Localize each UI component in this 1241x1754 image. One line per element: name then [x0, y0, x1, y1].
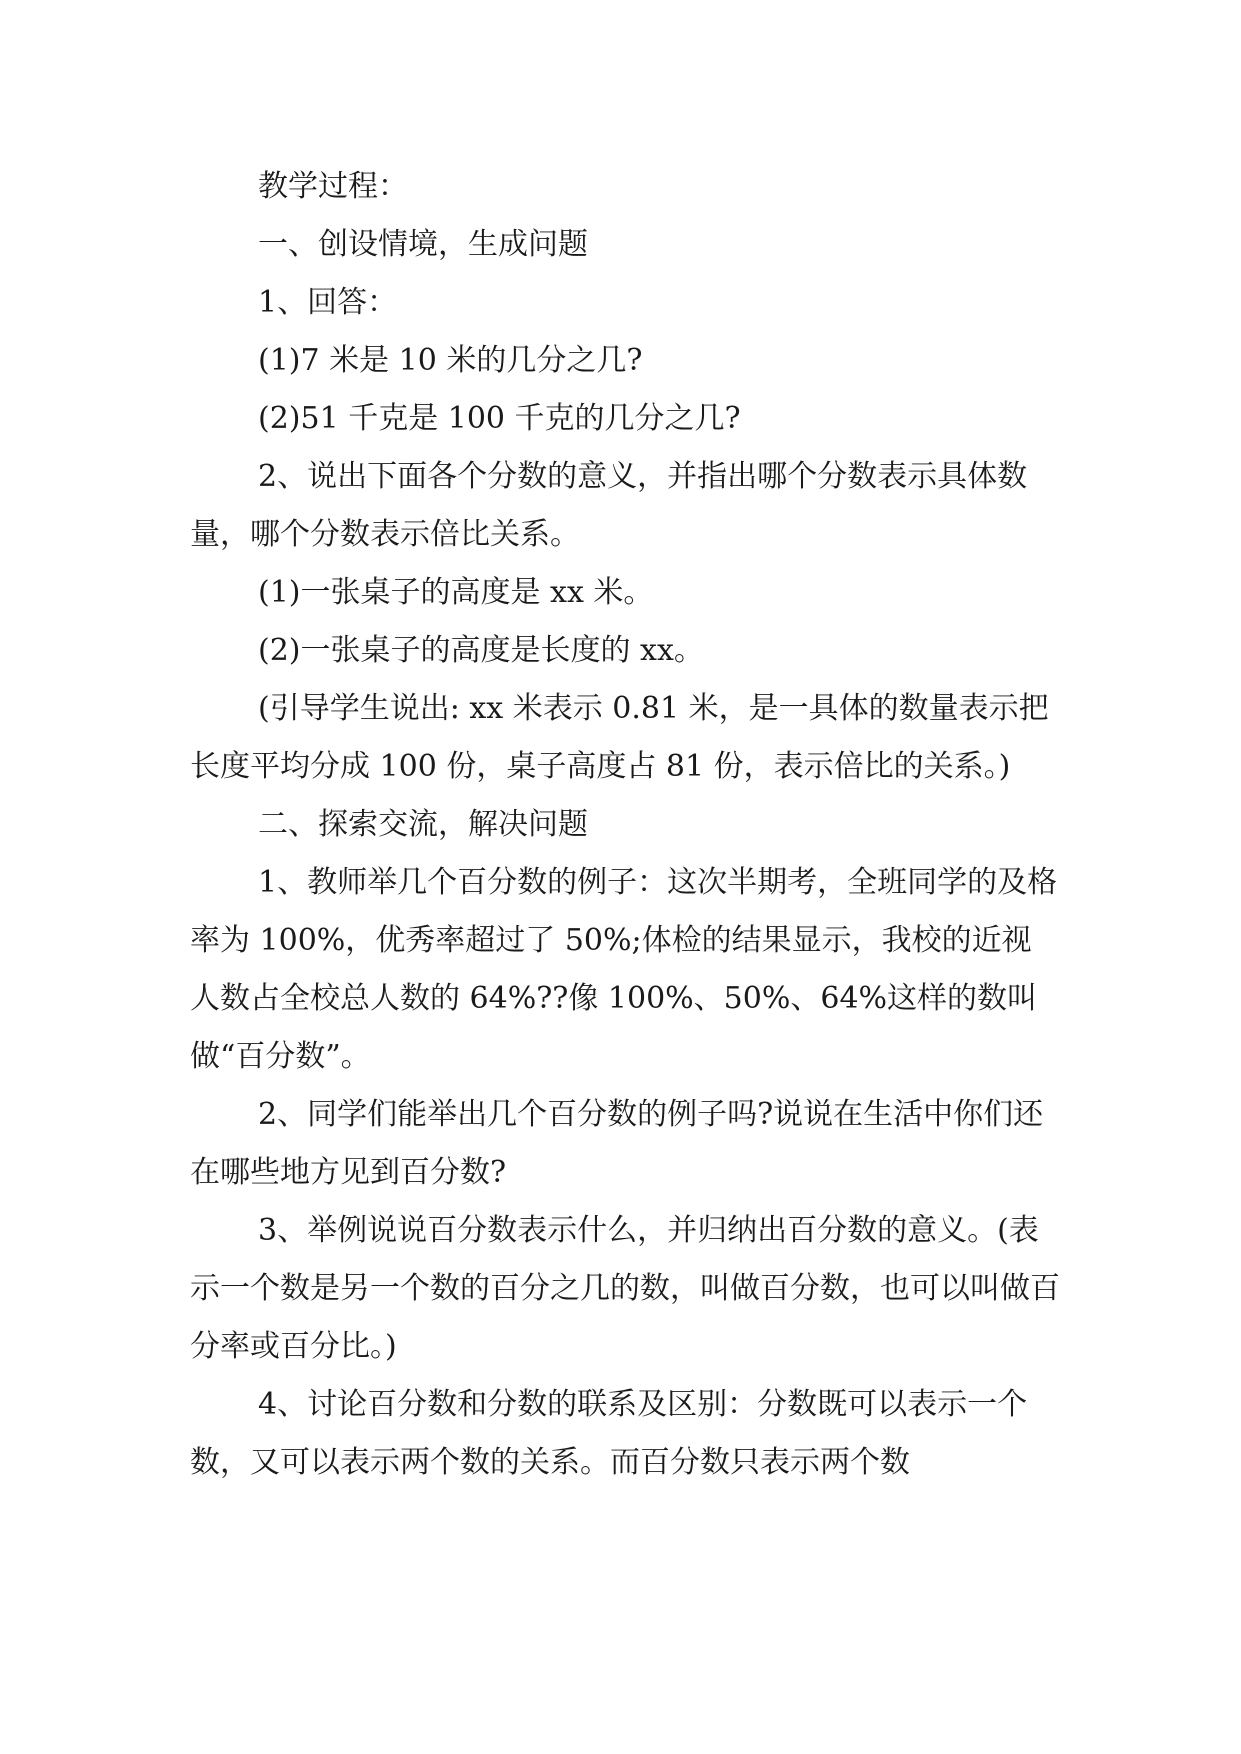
item-percent-meaning: 3、举例说说百分数表示什么，并归纳出百分数的意义。(表示一个数是另一个数的百分之几的数，叫做百分数，也可以叫做百分率或百分比。)	[190, 1213, 1060, 1364]
item-discussion: 4、讨论百分数和分数的联系及区别：分数既可以表示一个数，又可以表示两个数的关系。而百分数只表示两个数	[190, 1387, 1028, 1480]
item-fraction-meaning: 2、说出下面各个分数的意义，并指出哪个分数表示具体数量，哪个分数表示倍比关系。	[190, 459, 1028, 552]
heading-teaching-process: 教学过程：	[258, 169, 408, 204]
item-answer: 1、回答：	[258, 285, 398, 320]
item-student-examples: 2、同学们能举出几个百分数的例子吗?说说在生活中你们还在哪些地方见到百分数?	[190, 1097, 1044, 1190]
section-heading-2: 二、探索交流，解决问题	[258, 807, 588, 842]
section-heading-1: 一、创设情境，生成问题	[258, 227, 588, 262]
question-2: (2)51 千克是 100 千克的几分之几?	[258, 401, 741, 436]
question-1: (1)7 米是 10 米的几分之几?	[258, 343, 643, 378]
document-body	[190, 158, 1060, 1492]
item-teacher-examples: 1、教师举几个百分数的例子：这次半期考，全班同学的及格率为 100%，优秀率超过了 50%;体检的结果显示，我校的近视人数占全校总人数的 64%??像 100%、50%、64%这样的数叫做“百分数”。	[190, 865, 1058, 1074]
fraction-example-1: (1)一张桌子的高度是 xx 米。	[258, 575, 654, 610]
guidance-note: (引导学生说出: xx 米表示 0.81 米，是一具体的数量表示把长度平均分成 100 份，桌子高度占 81 份，表示倍比的关系。)	[190, 691, 1049, 784]
fraction-example-2: (2)一张桌子的高度是长度的 xx。	[258, 633, 704, 668]
